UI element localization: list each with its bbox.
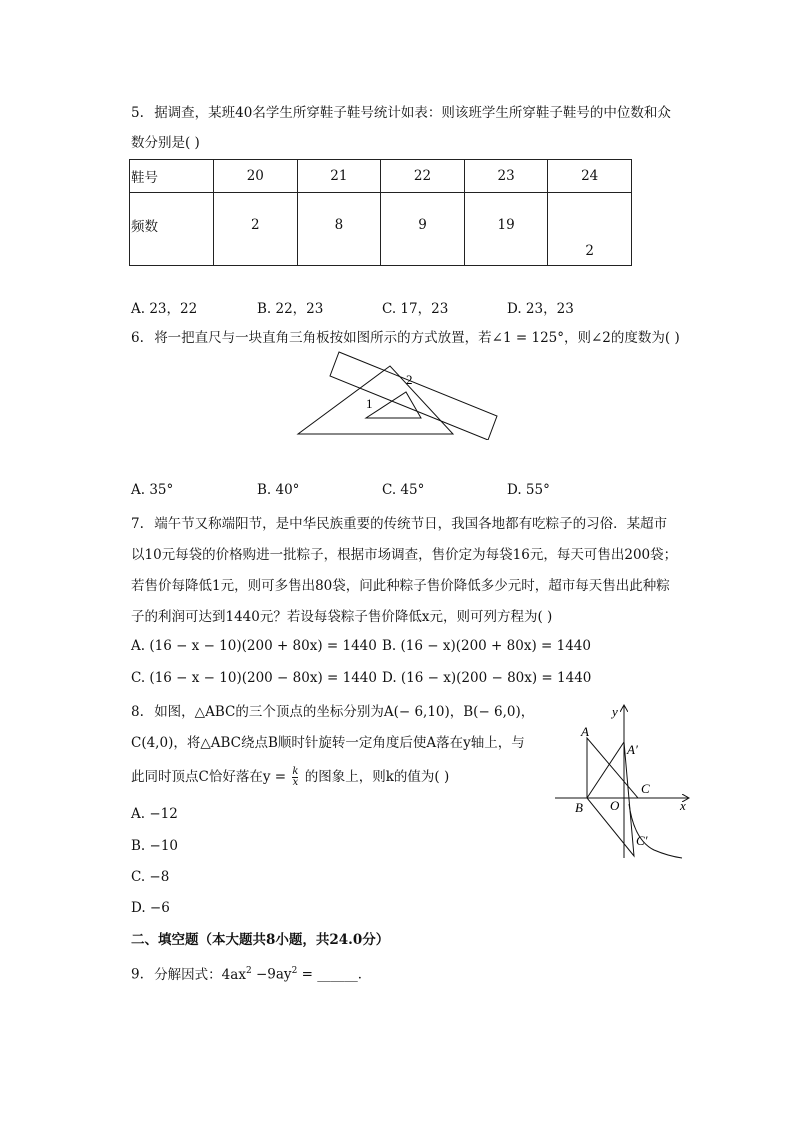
q9-text-mid: −9ay — [251, 966, 292, 983]
q8-line1 — [131, 702, 534, 722]
point-a-label: A — [581, 724, 589, 739]
q5-line1 — [131, 103, 671, 123]
q6-text: 将一把直尺与一块直角三角板按如图所示的方式放置，若∠1 = 125°，则∠2的度数为( ) — [154, 330, 680, 346]
q9-exponent-2: 2 — [291, 966, 298, 976]
q8-text-line1: 如图，△ABC的三个顶点的坐标分别为A(− 6,10)，B(− 6,0)， — [154, 704, 535, 720]
q8-number: 8. — [131, 704, 144, 720]
y-axis-label: y — [612, 704, 618, 719]
q6-option-a[interactable]: A. 35° — [131, 482, 174, 498]
table-row — [130, 193, 632, 266]
q9-text-post: = ______． — [297, 966, 372, 983]
q6-question — [131, 328, 680, 348]
table-cell: 9 — [381, 193, 465, 266]
q9-text-pre: 分解因式：4ax — [154, 966, 246, 983]
q8-text-line2: C(4,0)，将△ABC绕点B顺时针旋转一定角度后使A落在y轴上，与 — [131, 735, 525, 751]
q8-option-c[interactable]: C. −8 — [131, 869, 170, 885]
q6-option-b[interactable]: B. 40° — [257, 482, 300, 498]
hyperbola-branch — [629, 804, 682, 858]
origin-label: O — [610, 798, 620, 813]
q8-text-line3-pre: 此同时顶点C恰好落在y = — [131, 769, 287, 785]
q5-line2: 数分别是( ) — [131, 135, 200, 151]
x-axis-label: x — [680, 798, 686, 813]
q6-number: 6. — [131, 330, 144, 346]
q7-text-line1: 端午节又称端阳节，是中华民族重要的传统节日，我国各地都有吃粽子的习俗．某超市 — [154, 516, 668, 532]
table-cell: 22 — [381, 160, 465, 193]
point-b-label: B — [575, 800, 583, 815]
table-row — [130, 160, 632, 193]
table-cell-label: 频数 — [130, 193, 214, 266]
ruler — [330, 352, 497, 440]
table-cell: 8 — [297, 193, 381, 266]
table-cell: 24 — [548, 160, 632, 193]
q8-option-b[interactable]: B. −10 — [131, 838, 178, 854]
q7-option-a[interactable]: A. (16 − x − 10)(200 + 80x) = 1440 — [131, 638, 377, 654]
angle-1-label: 1 — [366, 396, 373, 411]
fraction-numerator: k — [292, 766, 299, 777]
q8-line3 — [131, 767, 449, 788]
q9-question — [131, 961, 371, 985]
table-cell: 19 — [464, 193, 548, 266]
q8-option-d[interactable]: D. −6 — [131, 900, 170, 916]
right-triangle-inner — [366, 392, 421, 418]
q5-option-c[interactable]: C. 17，23 — [382, 301, 449, 317]
q7-option-c[interactable]: C. (16 − x − 10)(200 − 80x) = 1440 — [131, 670, 377, 686]
q7-text-line3: 若售价每降低1元，则可多售出80袋，问此种粽子售价降低多少元时，超市每天售出此种粽 — [131, 578, 670, 594]
coordinate-figure — [550, 700, 700, 865]
q5-option-a[interactable]: A. 23，22 — [131, 301, 198, 317]
point-c-prime-label: C′ — [636, 833, 648, 848]
q8-text-line3-post: 的图象上，则k的值为( ) — [304, 769, 450, 785]
table-cell: 20 — [214, 160, 298, 193]
ruler-triangle-figure — [290, 350, 510, 440]
point-c-label: C — [641, 781, 650, 796]
shoe-size-table — [129, 159, 632, 266]
q5-number: 5. — [131, 105, 144, 121]
q7-text-line2: 以10元每袋的价格购进一批粽子，根据市场调查，售价定为每袋16元，每天可售出200袋； — [131, 547, 678, 563]
q6-option-c[interactable]: C. 45° — [382, 482, 425, 498]
q5-option-d[interactable]: D. 23，23 — [507, 301, 574, 317]
q7-line1 — [131, 514, 667, 534]
section-heading-fill-in: 二、填空题（本大题共8小题，共24.0分） — [131, 932, 390, 948]
table-cell: 2 — [548, 193, 632, 266]
q6-option-d[interactable]: D. 55° — [507, 482, 550, 498]
fraction-k-over-x — [292, 767, 298, 788]
q7-text-line4: 子的利润可达到1440元？若设每袋粽子售价降低x元，则可列方程为( ) — [131, 609, 553, 625]
q7-number: 7. — [131, 516, 144, 532]
table-cell: 2 — [214, 193, 298, 266]
q8-option-a[interactable]: A. −12 — [131, 806, 178, 822]
point-a-prime-label: A′ — [627, 742, 638, 757]
q7-option-b[interactable]: B. (16 − x)(200 + 80x) = 1440 — [382, 638, 591, 654]
q9-number: 9. — [131, 966, 144, 983]
right-triangle-outer — [298, 366, 453, 434]
q5-option-b[interactable]: B. 22，23 — [257, 301, 324, 317]
angle-2-label: 2 — [406, 372, 413, 387]
table-cell: 21 — [297, 160, 381, 193]
fraction-denominator: x — [292, 777, 299, 788]
table-cell: 23 — [464, 160, 548, 193]
table-cell-label: 鞋号 — [130, 160, 214, 193]
q7-option-d[interactable]: D. (16 − x)(200 − 80x) = 1440 — [382, 670, 592, 686]
q5-text-line1: 据调查，某班40名学生所穿鞋子鞋号统计如表：则该班学生所穿鞋子鞋号的中位数和众 — [154, 105, 671, 121]
q9-exponent-1: 2 — [245, 966, 252, 976]
